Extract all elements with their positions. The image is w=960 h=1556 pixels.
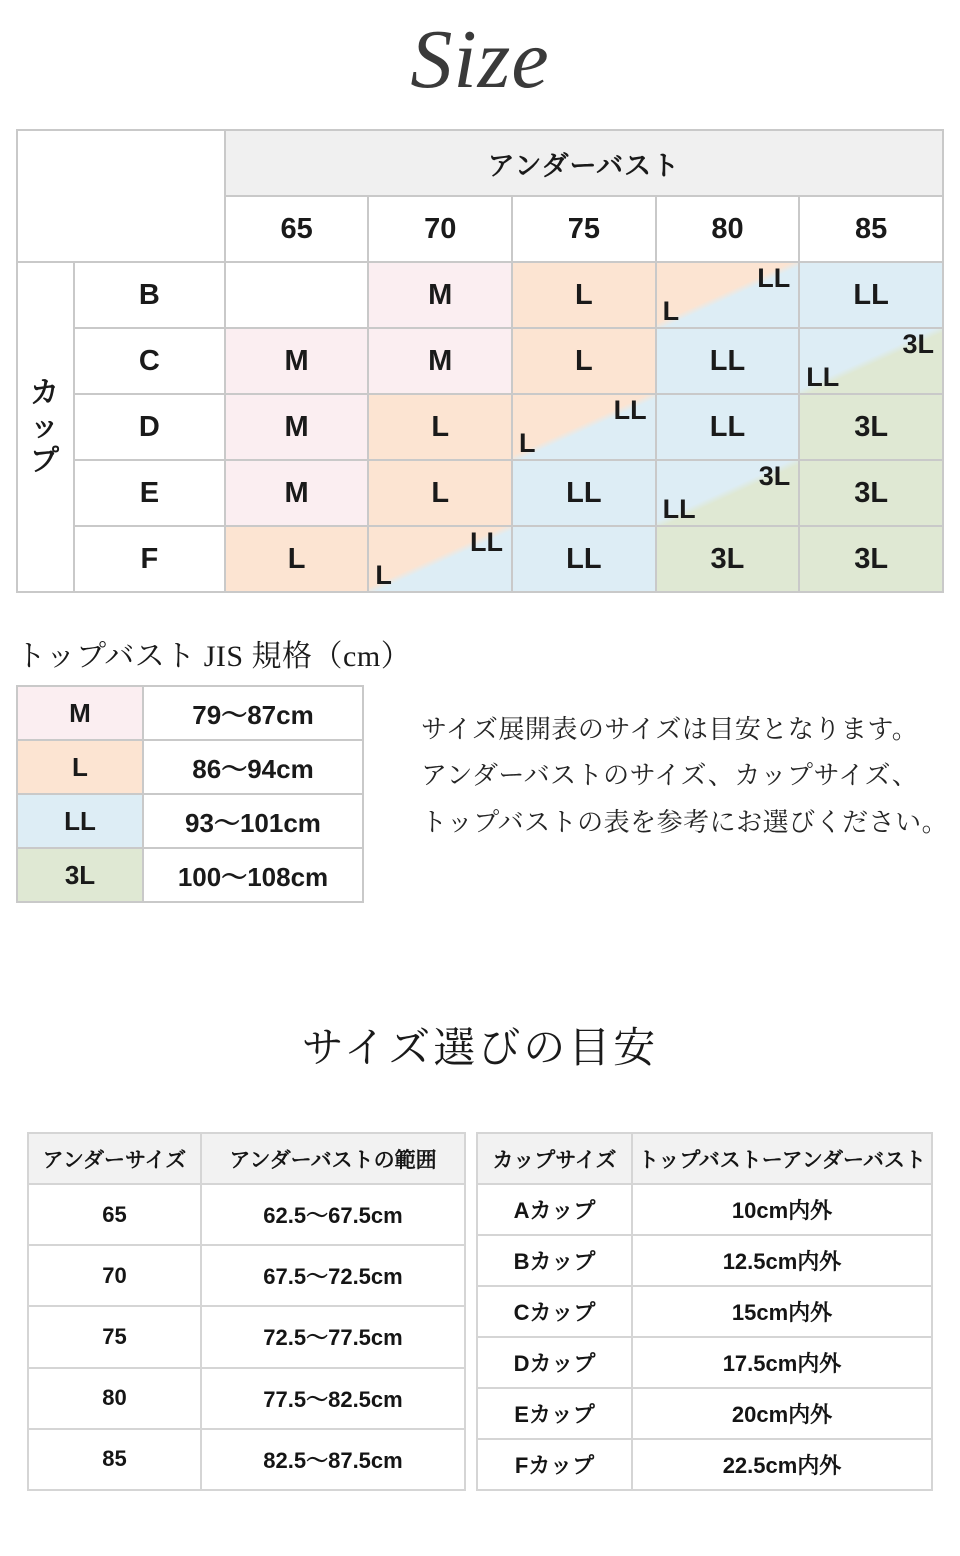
table-cell: 20cm内外 [632, 1388, 932, 1439]
column-header: アンダーバストの範囲 [201, 1133, 465, 1184]
jis-size-label: M [17, 686, 143, 740]
table-cell: 15cm内外 [632, 1286, 932, 1337]
cup-header-char: カ [30, 376, 62, 409]
jis-size-label: L [17, 740, 143, 794]
jis-and-note-row [16, 685, 960, 903]
size-matrix-table [16, 129, 944, 593]
under-size-guide-head [28, 1133, 465, 1184]
jis-size-range: 100〜108cm [143, 848, 363, 902]
matrix-cell-split [512, 394, 656, 460]
table-cell: Fカップ [477, 1439, 632, 1490]
matrix-cell: 3L [799, 526, 943, 592]
jis-row [17, 848, 363, 902]
table-cell: 85 [28, 1429, 201, 1490]
jis-row [17, 740, 363, 794]
size-note-line-3: トップバストの表を参考にお選びください。 [421, 807, 949, 837]
underbust-size-header: 65 [225, 196, 369, 262]
matrix-cell: L [512, 328, 656, 394]
table-cell: 10cm内外 [632, 1184, 932, 1235]
jis-size-label: LL [17, 794, 143, 848]
table-cell: 62.5〜67.5cm [201, 1184, 465, 1245]
matrix-cell: L [368, 394, 512, 460]
table-row [28, 1245, 465, 1306]
guide-heading: サイズ選びの目安 [301, 1026, 659, 1072]
jis-row [17, 794, 363, 848]
page-title: Size [410, 13, 550, 106]
table-row [477, 1388, 932, 1439]
cup-header-char: ッ [30, 410, 62, 443]
matrix-cell-split [656, 262, 800, 328]
table-cell: 80 [28, 1368, 201, 1429]
matrix-cell-upper-label: 3L [758, 461, 791, 491]
cup-size-guide-table [476, 1132, 933, 1491]
jis-table [16, 685, 364, 903]
matrix-cell: M [225, 460, 369, 526]
underbust-size-header: 70 [368, 196, 512, 262]
table-cell: 22.5cm内外 [632, 1439, 932, 1490]
size-matrix-body [17, 130, 943, 592]
matrix-corner-blank [17, 130, 225, 262]
column-header: カップサイズ [477, 1133, 632, 1184]
matrix-cell [225, 262, 369, 328]
matrix-cell: L [225, 526, 369, 592]
size-note-line-1: サイズ展開表のサイズは目安となります。 [421, 715, 919, 744]
matrix-cell-lower-label: LL [662, 494, 696, 524]
cup-size-guide-body [477, 1184, 932, 1490]
size-note-line-2: アンダーバストのサイズ、カップサイズ、 [421, 761, 919, 791]
matrix-cell: L [368, 460, 512, 526]
matrix-cell-split [656, 460, 800, 526]
cup-group-header [17, 262, 74, 592]
cup-letter-cell: F [74, 526, 225, 592]
table-row [28, 1184, 465, 1245]
matrix-cell-lower-label: LL [806, 362, 840, 392]
jis-table-body [17, 686, 363, 902]
matrix-cell: M [368, 328, 512, 394]
table-cell: 17.5cm内外 [632, 1337, 932, 1388]
jis-size-range: 79〜87cm [143, 686, 363, 740]
table-cell: Aカップ [477, 1184, 632, 1235]
jis-size-range: 86〜94cm [143, 740, 363, 794]
matrix-cell: M [225, 328, 369, 394]
cup-letter-cell: B [74, 262, 225, 328]
table-row [477, 1235, 932, 1286]
matrix-cell: LL [656, 328, 800, 394]
table-cell: 12.5cm内外 [632, 1235, 932, 1286]
jis-row [17, 686, 363, 740]
cup-header-char: プ [30, 445, 62, 478]
cup-letter-cell: E [74, 460, 225, 526]
under-size-guide-table [27, 1132, 466, 1491]
matrix-row [17, 394, 943, 460]
matrix-cell: L [512, 262, 656, 328]
table-header-row [28, 1133, 465, 1184]
underbust-size-header: 75 [512, 196, 656, 262]
table-row [477, 1337, 932, 1388]
column-header: トップバストーアンダーバスト [632, 1133, 932, 1184]
table-cell: 65 [28, 1184, 201, 1245]
under-size-guide-body [28, 1184, 465, 1490]
underbust-size-header: 80 [656, 196, 800, 262]
matrix-cell: LL [512, 526, 656, 592]
table-cell: Eカップ [477, 1388, 632, 1439]
table-cell: Dカップ [477, 1337, 632, 1388]
table-row [477, 1184, 932, 1235]
matrix-cell-lower-label: L [375, 560, 392, 590]
matrix-row [17, 526, 943, 592]
table-row [28, 1306, 465, 1367]
table-cell: 67.5〜72.5cm [201, 1245, 465, 1306]
matrix-cell-upper-label: LL [613, 395, 647, 425]
matrix-cell-upper-label: 3L [902, 329, 934, 359]
table-cell: 70 [28, 1245, 201, 1306]
table-cell: Cカップ [477, 1286, 632, 1337]
cup-size-guide-head [477, 1133, 932, 1184]
jis-size-range: 93〜101cm [143, 794, 363, 848]
underbust-group-header: アンダーバスト [225, 130, 943, 196]
matrix-cell: 3L [799, 460, 943, 526]
underbust-size-header: 85 [799, 196, 943, 262]
guide-tables-row [0, 1132, 960, 1491]
matrix-row [17, 460, 943, 526]
matrix-cell-lower-label: L [519, 428, 536, 458]
column-header: アンダーサイズ [28, 1133, 201, 1184]
table-cell: 72.5〜77.5cm [201, 1306, 465, 1367]
matrix-cell: LL [656, 394, 800, 460]
matrix-cell: 3L [656, 526, 800, 592]
matrix-cell-upper-label: LL [757, 263, 791, 293]
matrix-header-row-1 [17, 130, 943, 196]
jis-size-label: 3L [17, 848, 143, 902]
matrix-cell-lower-label: L [662, 296, 680, 326]
matrix-cell: LL [512, 460, 656, 526]
matrix-cell: M [368, 262, 512, 328]
size-matrix-section [16, 129, 944, 593]
table-row [477, 1286, 932, 1337]
matrix-row [17, 328, 943, 394]
table-row [477, 1439, 932, 1490]
matrix-cell-upper-label: LL [470, 527, 504, 557]
matrix-cell-split [799, 328, 943, 394]
matrix-cell: LL [799, 262, 943, 328]
cup-letter-cell: D [74, 394, 225, 460]
table-cell: 77.5〜82.5cm [201, 1368, 465, 1429]
table-cell: 82.5〜87.5cm [201, 1429, 465, 1490]
matrix-cell-split [368, 526, 512, 592]
table-header-row [477, 1133, 932, 1184]
table-cell: 75 [28, 1306, 201, 1367]
jis-heading: トップバスト JIS 規格（cm） [16, 640, 412, 673]
table-row [28, 1368, 465, 1429]
matrix-cell: 3L [799, 394, 943, 460]
table-cell: Bカップ [477, 1235, 632, 1286]
matrix-cell: M [225, 394, 369, 460]
matrix-row [17, 262, 943, 328]
table-row [28, 1429, 465, 1490]
size-note [421, 707, 948, 846]
cup-letter-cell: C [74, 328, 225, 394]
